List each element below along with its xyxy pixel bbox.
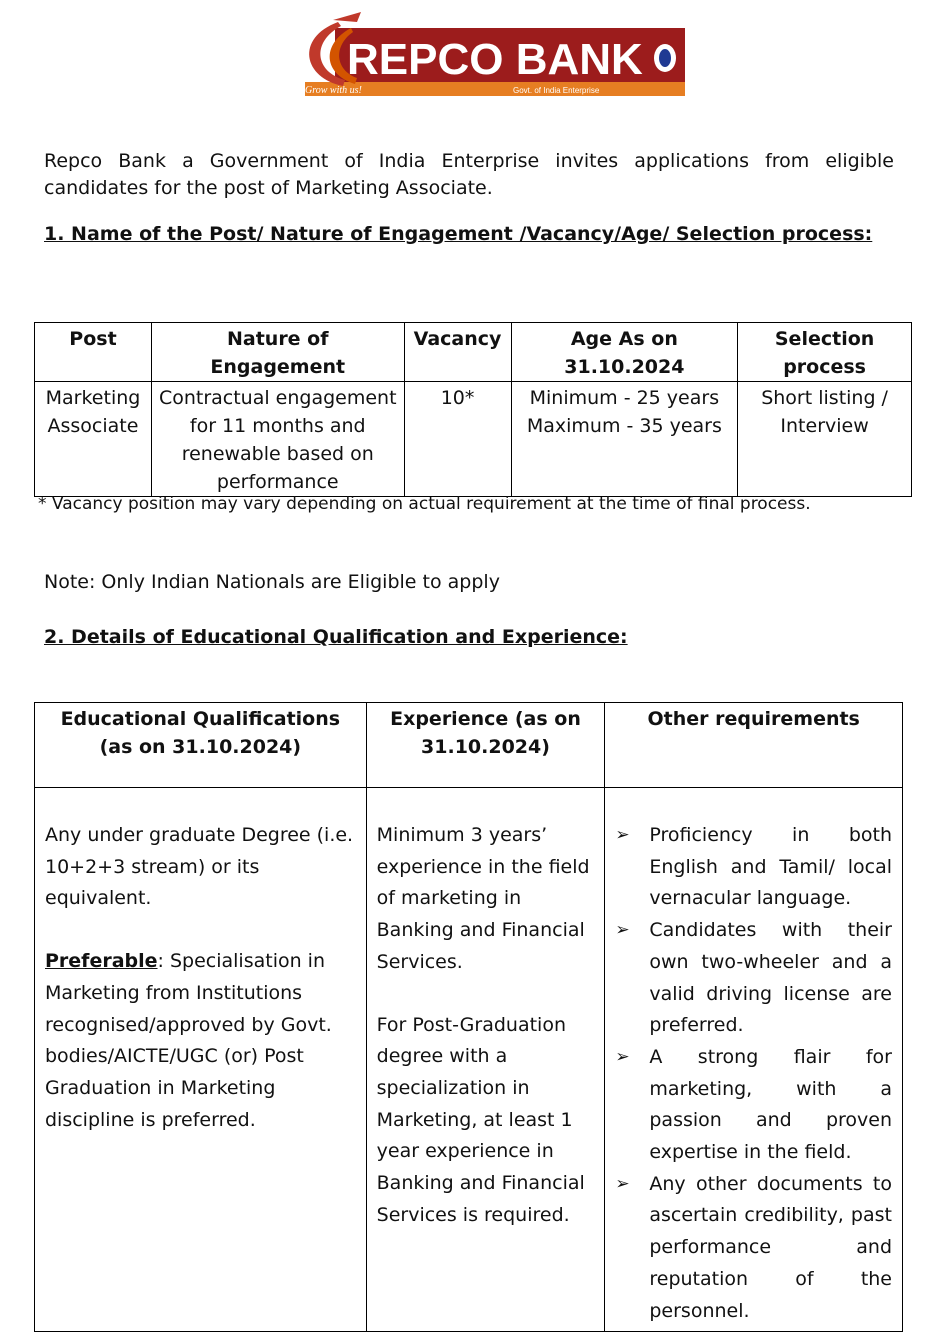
education-preferable [45, 946, 356, 1136]
table-header-row [35, 703, 903, 788]
intro-paragraph: Repco Bank a Government of India Enterprise invites applications from eligible candidates for the post of Marketing Associate. [44, 150, 894, 199]
table-row [35, 382, 912, 497]
logo-subtitle: Govt. of India Enterprise [513, 86, 600, 95]
cell-selection: Short listing / Interview [738, 382, 912, 497]
logo-arrow [333, 12, 361, 22]
age-max: Maximum - 35 years [526, 415, 722, 437]
list-item: ➢ Proficiency in both English and Tamil/ local vernacular language. [615, 820, 892, 915]
arrow-bullet-icon: ➢ [615, 920, 630, 941]
qualification-table [34, 702, 903, 1332]
arrow-bullet-icon: ➢ [615, 1046, 630, 1067]
header-experience: Experience (as on 31.10.2024) [366, 703, 605, 788]
preferable-text: : Specialisation in Marketing from Institutions recognised/approved by Govt. bodies/AICTE/UGC (or) Post Graduation in Marketing discipline is preferred. [45, 950, 332, 1131]
cell-nature: Contractual engagement for 11 months and renewable based on performance [151, 382, 404, 497]
arrow-bullet-icon: ➢ [615, 825, 630, 845]
education-main: Any under graduate Degree (i.e. 10+2+3 stream) or its equivalent. [45, 824, 354, 910]
section2-heading: 2. Details of Educational Qualification and Experience: [44, 626, 628, 648]
age-min: Minimum - 25 years [529, 387, 720, 409]
post-details-table [34, 322, 912, 497]
header-education: Educational Qualifications (as on 31.10.2024) [35, 703, 367, 788]
list-item: ➢ Candidates with their own two-wheeler and a valid driving license are preferred. [615, 915, 892, 1042]
header-age: Age As on 31.10.2024 [511, 323, 738, 382]
logo-tagline: Grow with us! [305, 85, 362, 96]
list-item: ➢ Any other documents to ascertain credibility, past performance and reputation of the personnel. [615, 1169, 892, 1328]
header-vacancy: Vacancy [404, 323, 511, 382]
header-nature: Nature of Engagement [151, 323, 404, 382]
repco-bank-logo [283, 8, 685, 98]
header-selection: Selection process [738, 323, 912, 382]
logo-strip [305, 82, 685, 96]
section1-heading: 1. Name of the Post/ Nature of Engagement /Vacancy/Age/ Selection process: [44, 223, 873, 245]
cell-other-requirements [605, 788, 903, 1332]
nationality-note: Note: Only Indian Nationals are Eligible to apply [44, 571, 500, 593]
experience-main: Minimum 3 years’ experience in the field of marketing in Banking and Financial Services. [376, 824, 590, 973]
vacancy-footnote: * Vacancy position may vary depending on actual requirement at the time of final process. [38, 494, 811, 514]
list-item: ➢ A strong flair for marketing, with a passion and proven expertise in the field. [615, 1042, 892, 1169]
logo-name: REPCO BANK [347, 35, 643, 84]
cell-education [35, 788, 367, 1332]
arrow-bullet-icon: ➢ [615, 1173, 630, 1194]
table-header-row [35, 323, 912, 382]
cell-experience [366, 788, 605, 1332]
cell-vacancy: 10* [404, 382, 511, 497]
requirements-list [615, 820, 892, 1327]
preferable-label: Preferable [45, 950, 158, 973]
table-row [35, 788, 903, 1332]
cell-age [511, 382, 738, 497]
header-post: Post [35, 323, 152, 382]
header-other: Other requirements [605, 703, 903, 788]
experience-pg: For Post-Graduation degree with a specialization in Marketing, at least 1 year experience in Banking and Financial Services is required. [376, 1013, 585, 1226]
cell-post: Marketing Associate [35, 382, 152, 497]
